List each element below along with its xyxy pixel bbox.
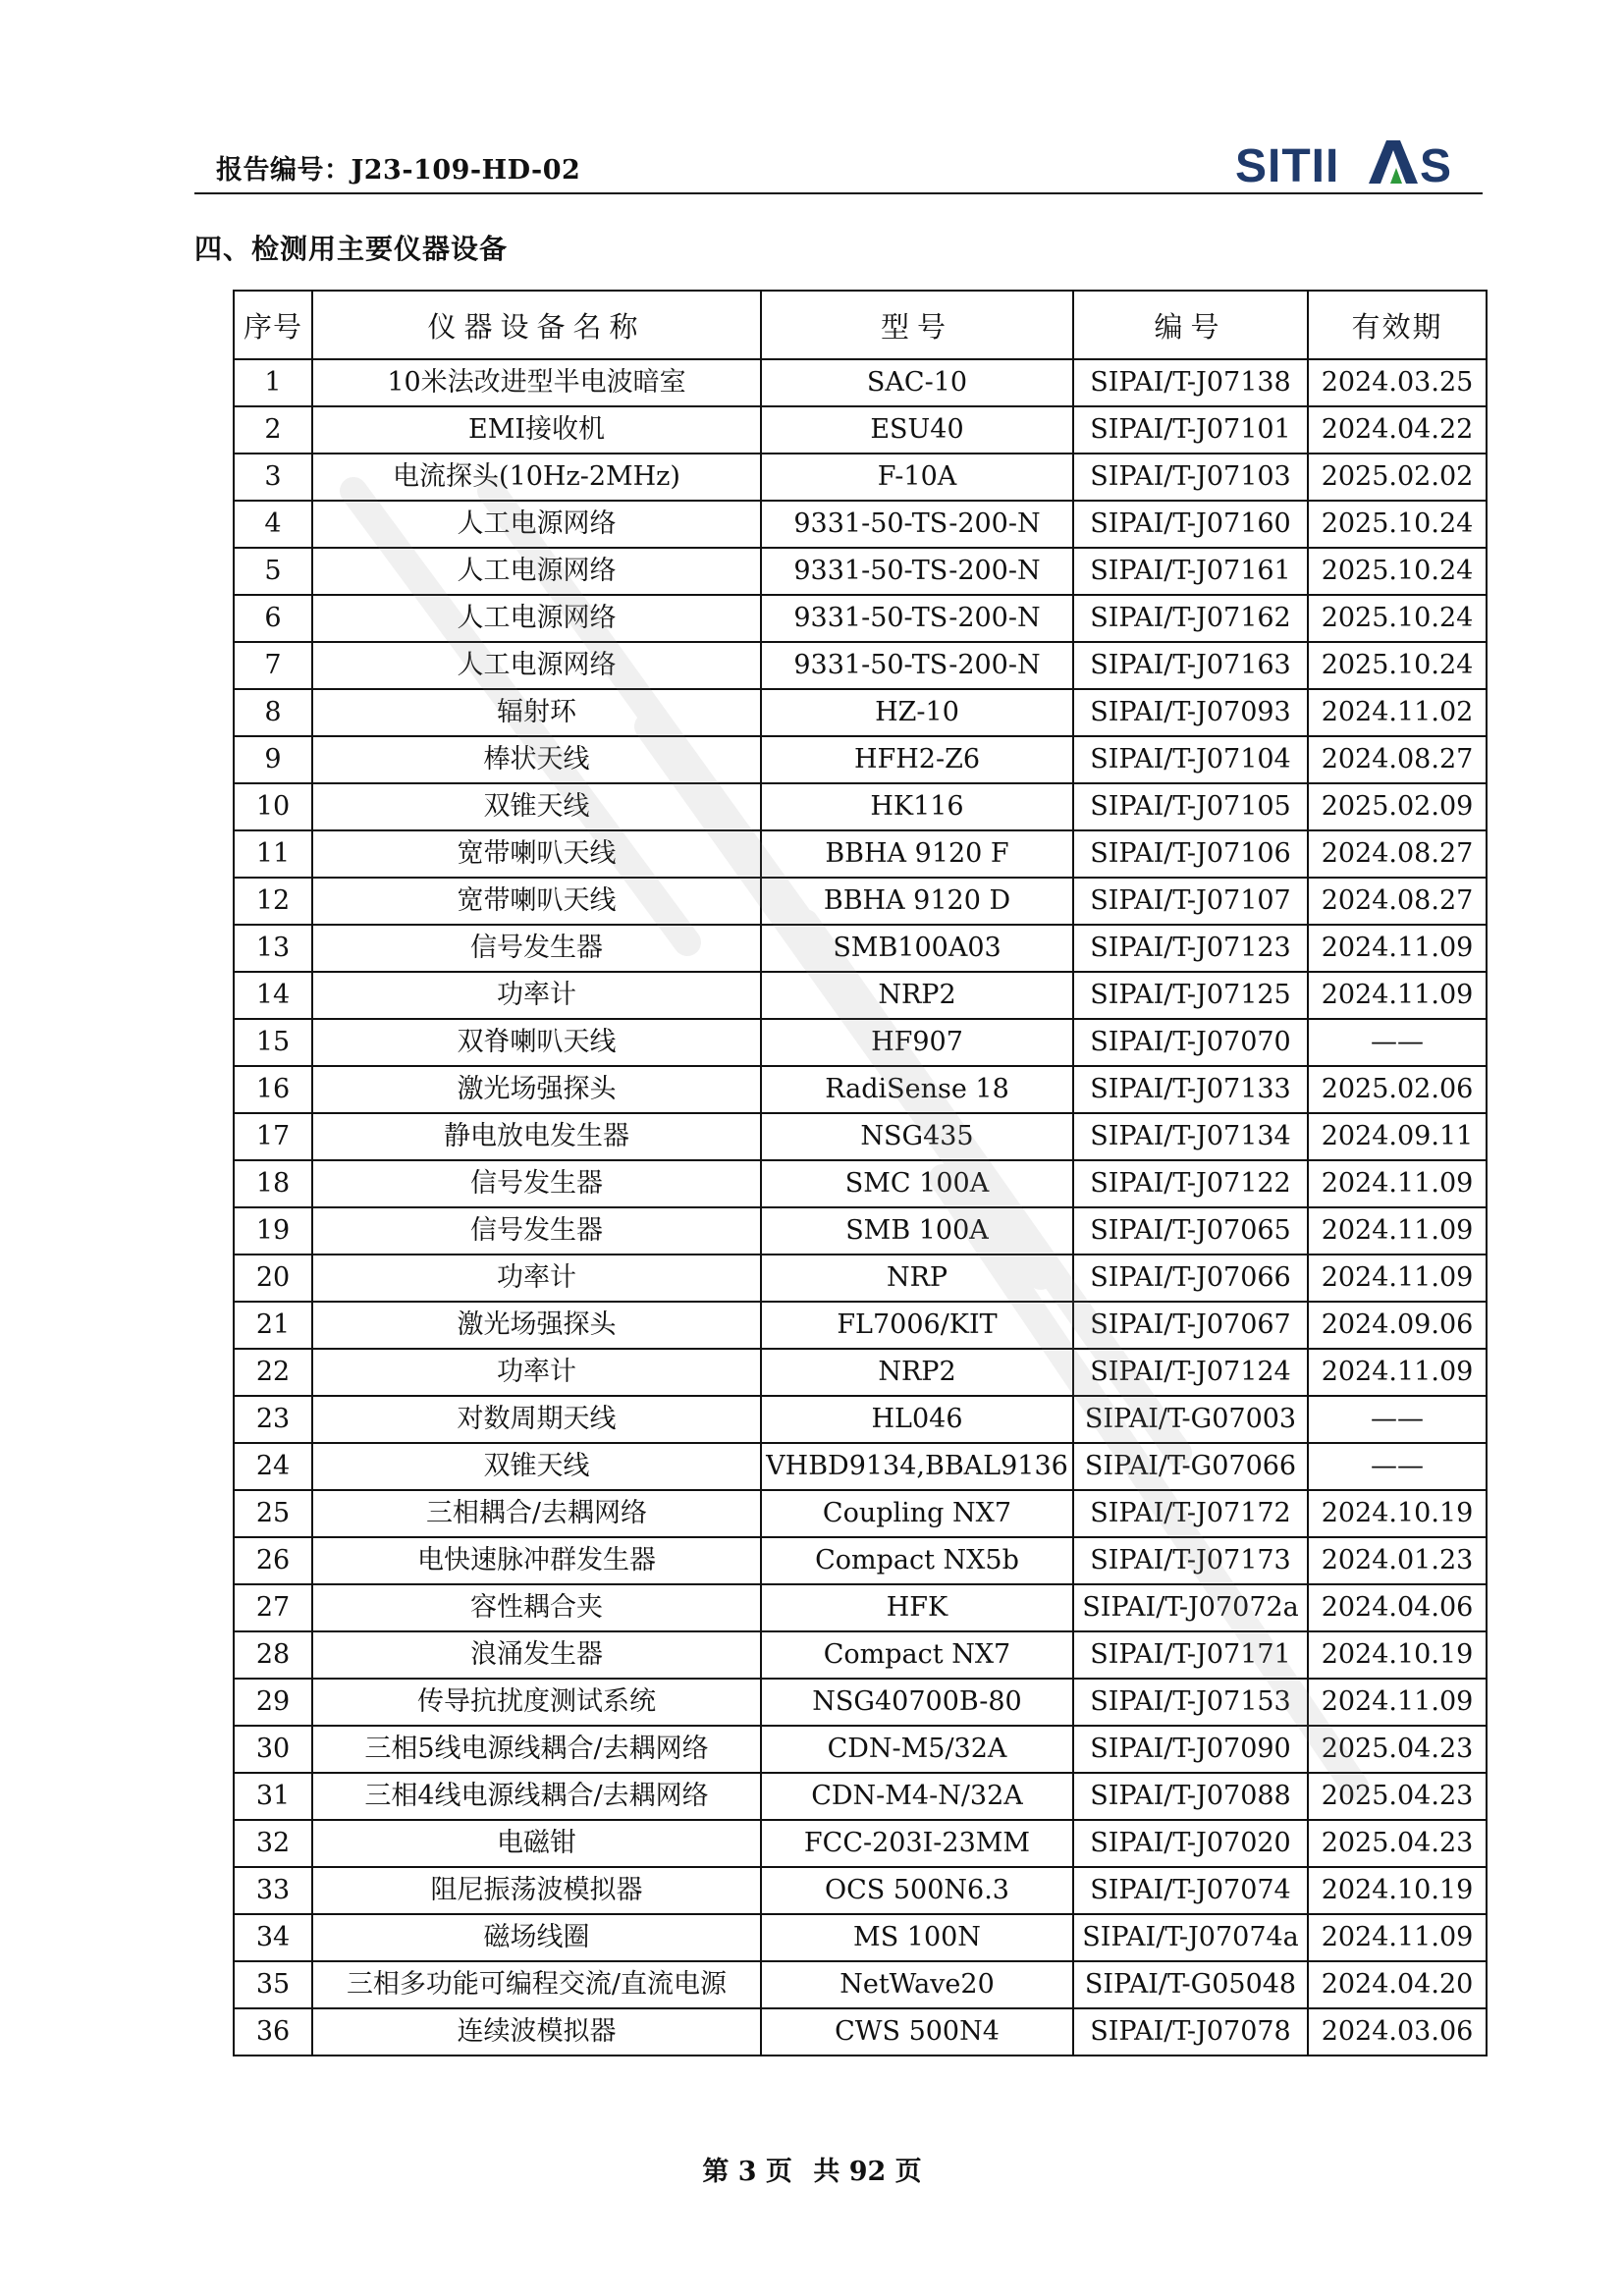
table-row: [234, 1396, 1487, 1443]
column-header-model: 型号: [761, 291, 1073, 359]
cell-index: 3: [234, 454, 312, 501]
cell-validity: 2024.04.22: [1308, 406, 1487, 454]
cell-model: CWS 500N4: [761, 2008, 1073, 2056]
cell-equipment-name: 三相多功能可编程交流/直流电源: [312, 1961, 761, 2008]
cell-equipment-name: 双脊喇叭天线: [312, 1019, 761, 1066]
cell-model: 9331-50-TS-200-N: [761, 548, 1073, 595]
cell-index: 20: [234, 1255, 312, 1302]
table-row: [234, 1490, 1487, 1537]
cell-model: MS 100N: [761, 1914, 1073, 1961]
cell-equipment-name: 人工电源网络: [312, 642, 761, 689]
table-row: [234, 925, 1487, 972]
cell-model: VHBD9134,BBAL9136: [761, 1443, 1073, 1490]
cell-model: NRP2: [761, 1349, 1073, 1396]
table-row: [234, 1537, 1487, 1584]
cell-model: ESU40: [761, 406, 1073, 454]
cell-equipment-name: 功率计: [312, 1255, 761, 1302]
cell-index: 36: [234, 2008, 312, 2056]
cell-equipment-name: 功率计: [312, 1349, 761, 1396]
cell-serial: SIPAI/T-J07138: [1073, 359, 1308, 406]
cell-index: 13: [234, 925, 312, 972]
cell-validity: 2024.09.11: [1308, 1113, 1487, 1160]
cell-index: 7: [234, 642, 312, 689]
cell-serial: SIPAI/T-J07070: [1073, 1019, 1308, 1066]
report-number: 报告编号：J23-109-HD-02: [216, 155, 581, 186]
cell-equipment-name: 人工电源网络: [312, 501, 761, 548]
table-row: [234, 548, 1487, 595]
cell-index: 21: [234, 1302, 312, 1349]
cell-validity: 2025.10.24: [1308, 642, 1487, 689]
cell-validity: 2025.02.09: [1308, 783, 1487, 830]
table-row: [234, 1019, 1487, 1066]
cell-index: 35: [234, 1961, 312, 2008]
page-header: [194, 133, 1483, 193]
cell-serial: SIPAI/T-J07067: [1073, 1302, 1308, 1349]
cell-validity: 2025.04.23: [1308, 1726, 1487, 1773]
cell-equipment-name: 三相5线电源线耦合/去耦网络: [312, 1726, 761, 1773]
cell-validity: 2024.03.06: [1308, 2008, 1487, 2056]
cell-validity: 2025.04.23: [1308, 1773, 1487, 1820]
cell-equipment-name: 信号发生器: [312, 1207, 761, 1255]
cell-model: Compact NX7: [761, 1631, 1073, 1679]
cell-index: 19: [234, 1207, 312, 1255]
column-header-name: 仪器设备名称: [312, 291, 761, 359]
page-footer: [0, 2150, 1624, 2188]
cell-validity: 2024.01.23: [1308, 1537, 1487, 1584]
table-row: [234, 1773, 1487, 1820]
cell-equipment-name: 双锥天线: [312, 1443, 761, 1490]
cell-serial: SIPAI/T-J07065: [1073, 1207, 1308, 1255]
cell-equipment-name: 电流探头(10Hz-2MHz): [312, 454, 761, 501]
cell-index: 6: [234, 595, 312, 642]
cell-validity: 2025.10.24: [1308, 501, 1487, 548]
table-row: [234, 1066, 1487, 1113]
cell-validity: 2024.11.09: [1308, 1914, 1487, 1961]
cell-index: 30: [234, 1726, 312, 1773]
cell-index: 23: [234, 1396, 312, 1443]
table-row: [234, 1584, 1487, 1631]
cell-model: HFH2-Z6: [761, 736, 1073, 783]
cell-serial: SIPAI/T-J07160: [1073, 501, 1308, 548]
table-row: [234, 878, 1487, 925]
cell-serial: SIPAI/T-J07105: [1073, 783, 1308, 830]
cell-serial: SIPAI/T-J07078: [1073, 2008, 1308, 2056]
cell-validity: 2024.11.09: [1308, 1207, 1487, 1255]
column-header-index: 序号: [234, 291, 312, 359]
table-row: [234, 1255, 1487, 1302]
svg-text:SITII: SITII: [1235, 140, 1340, 192]
table-row: [234, 972, 1487, 1019]
cell-equipment-name: 辐射环: [312, 689, 761, 736]
table-row: [234, 1443, 1487, 1490]
section-title: 四、检测用主要仪器设备: [194, 233, 509, 265]
cell-equipment-name: 激光场强探头: [312, 1066, 761, 1113]
cell-serial: SIPAI/T-J07103: [1073, 454, 1308, 501]
table-row: [234, 736, 1487, 783]
cell-validity: 2025.10.24: [1308, 548, 1487, 595]
cell-index: 29: [234, 1679, 312, 1726]
cell-equipment-name: 三相4线电源线耦合/去耦网络: [312, 1773, 761, 1820]
cell-serial: SIPAI/T-J07171: [1073, 1631, 1308, 1679]
cell-index: 24: [234, 1443, 312, 1490]
cell-serial: SIPAI/T-G05048: [1073, 1961, 1308, 2008]
table-row: [234, 454, 1487, 501]
cell-serial: SIPAI/T-J07072a: [1073, 1584, 1308, 1631]
cell-model: NetWave20: [761, 1961, 1073, 2008]
cell-equipment-name: 浪涌发生器: [312, 1631, 761, 1679]
cell-serial: SIPAI/T-J07066: [1073, 1255, 1308, 1302]
cell-serial: SIPAI/T-J07173: [1073, 1537, 1308, 1584]
cell-equipment-name: 信号发生器: [312, 925, 761, 972]
svg-text:S: S: [1420, 140, 1452, 192]
cell-index: 8: [234, 689, 312, 736]
cell-validity: 2024.11.09: [1308, 1255, 1487, 1302]
cell-serial: SIPAI/T-J07134: [1073, 1113, 1308, 1160]
company-logo: [1233, 133, 1469, 193]
cell-index: 16: [234, 1066, 312, 1113]
table-row: [234, 1679, 1487, 1726]
equipment-table: [233, 290, 1488, 2056]
cell-model: HK116: [761, 783, 1073, 830]
cell-index: 14: [234, 972, 312, 1019]
cell-index: 12: [234, 878, 312, 925]
cell-model: 9331-50-TS-200-N: [761, 595, 1073, 642]
cell-index: 5: [234, 548, 312, 595]
cell-equipment-name: 电磁钳: [312, 1820, 761, 1867]
cell-index: 11: [234, 830, 312, 878]
table-row: [234, 1207, 1487, 1255]
cell-equipment-name: 激光场强探头: [312, 1302, 761, 1349]
cell-validity: 2024.04.06: [1308, 1584, 1487, 1631]
cell-serial: SIPAI/T-J07090: [1073, 1726, 1308, 1773]
cell-equipment-name: EMI接收机: [312, 406, 761, 454]
cell-model: SMC 100A: [761, 1160, 1073, 1207]
cell-model: RadiSense 18: [761, 1066, 1073, 1113]
page-number: 第 3 页: [702, 2157, 792, 2187]
cell-model: FL7006/KIT: [761, 1302, 1073, 1349]
cell-model: SMB 100A: [761, 1207, 1073, 1255]
cell-equipment-name: 宽带喇叭天线: [312, 878, 761, 925]
cell-validity: 2024.11.09: [1308, 1349, 1487, 1396]
table-row: [234, 1726, 1487, 1773]
cell-model: FCC-203I-23MM: [761, 1820, 1073, 1867]
cell-model: OCS 500N6.3: [761, 1867, 1073, 1914]
cell-validity: 2024.08.27: [1308, 878, 1487, 925]
header-divider: [194, 192, 1483, 194]
table-row: [234, 406, 1487, 454]
cell-model: NRP2: [761, 972, 1073, 1019]
cell-equipment-name: 功率计: [312, 972, 761, 1019]
cell-equipment-name: 三相耦合/去耦网络: [312, 1490, 761, 1537]
cell-index: 17: [234, 1113, 312, 1160]
cell-index: 32: [234, 1820, 312, 1867]
table-row: [234, 1302, 1487, 1349]
cell-index: 10: [234, 783, 312, 830]
table-row: [234, 501, 1487, 548]
table-row: [234, 1820, 1487, 1867]
cell-validity: 2024.11.09: [1308, 972, 1487, 1019]
cell-serial: SIPAI/T-J07107: [1073, 878, 1308, 925]
table-row: [234, 642, 1487, 689]
cell-index: 18: [234, 1160, 312, 1207]
cell-validity: 2025.04.23: [1308, 1820, 1487, 1867]
cell-model: BBHA 9120 D: [761, 878, 1073, 925]
cell-model: Coupling NX7: [761, 1490, 1073, 1537]
cell-model: NSG435: [761, 1113, 1073, 1160]
table-row: [234, 1867, 1487, 1914]
cell-validity: 2024.11.02: [1308, 689, 1487, 736]
cell-serial: SIPAI/T-J07124: [1073, 1349, 1308, 1396]
cell-serial: SIPAI/T-J07074: [1073, 1867, 1308, 1914]
cell-serial: SIPAI/T-J07106: [1073, 830, 1308, 878]
cell-validity: 2025.02.06: [1308, 1066, 1487, 1113]
cell-serial: SIPAI/T-J07172: [1073, 1490, 1308, 1537]
cell-equipment-name: 容性耦合夹: [312, 1584, 761, 1631]
cell-validity: 2024.08.27: [1308, 736, 1487, 783]
table-header-row: [234, 291, 1487, 359]
cell-serial: SIPAI/T-J07088: [1073, 1773, 1308, 1820]
cell-serial: SIPAI/T-J07020: [1073, 1820, 1308, 1867]
cell-validity: 2025.02.02: [1308, 454, 1487, 501]
cell-model: Compact NX5b: [761, 1537, 1073, 1584]
table-row: [234, 1914, 1487, 1961]
cell-serial: SIPAI/T-J07163: [1073, 642, 1308, 689]
table-row: [234, 1631, 1487, 1679]
cell-equipment-name: 棒状天线: [312, 736, 761, 783]
cell-equipment-name: 双锥天线: [312, 783, 761, 830]
cell-equipment-name: 阻尼振荡波模拟器: [312, 1867, 761, 1914]
cell-model: HF907: [761, 1019, 1073, 1066]
page-total: 共 92 页: [813, 2157, 922, 2187]
cell-index: 15: [234, 1019, 312, 1066]
cell-validity: 2024.11.09: [1308, 1679, 1487, 1726]
cell-equipment-name: 人工电源网络: [312, 548, 761, 595]
cell-validity: 2024.10.19: [1308, 1631, 1487, 1679]
table-row: [234, 783, 1487, 830]
cell-serial: SIPAI/T-J07104: [1073, 736, 1308, 783]
cell-model: NSG40700B-80: [761, 1679, 1073, 1726]
table-row: [234, 1113, 1487, 1160]
cell-serial: SIPAI/T-J07101: [1073, 406, 1308, 454]
cell-index: 34: [234, 1914, 312, 1961]
cell-serial: SIPAI/T-J07123: [1073, 925, 1308, 972]
cell-validity: 2025.10.24: [1308, 595, 1487, 642]
cell-index: 27: [234, 1584, 312, 1631]
cell-model: SMB100A03: [761, 925, 1073, 972]
cell-validity: 2024.11.09: [1308, 925, 1487, 972]
cell-serial: SIPAI/T-J07093: [1073, 689, 1308, 736]
cell-model: CDN-M4-N/32A: [761, 1773, 1073, 1820]
cell-index: 9: [234, 736, 312, 783]
cell-equipment-name: 人工电源网络: [312, 595, 761, 642]
table-row: [234, 359, 1487, 406]
cell-index: 31: [234, 1773, 312, 1820]
cell-validity: 2024.08.27: [1308, 830, 1487, 878]
cell-validity: 2024.09.06: [1308, 1302, 1487, 1349]
table-row: [234, 830, 1487, 878]
cell-equipment-name: 信号发生器: [312, 1160, 761, 1207]
cell-serial: SIPAI/T-J07122: [1073, 1160, 1308, 1207]
cell-validity: ——: [1308, 1443, 1487, 1490]
cell-serial: SIPAI/T-J07074a: [1073, 1914, 1308, 1961]
cell-validity: ——: [1308, 1019, 1487, 1066]
cell-serial: SIPAI/T-J07161: [1073, 548, 1308, 595]
cell-index: 22: [234, 1349, 312, 1396]
cell-equipment-name: 传导抗扰度测试系统: [312, 1679, 761, 1726]
cell-validity: 2024.10.19: [1308, 1867, 1487, 1914]
cell-index: 1: [234, 359, 312, 406]
cell-model: HFK: [761, 1584, 1073, 1631]
cell-serial: SIPAI/T-G07003: [1073, 1396, 1308, 1443]
cell-serial: SIPAI/T-J07162: [1073, 595, 1308, 642]
cell-model: F-10A: [761, 454, 1073, 501]
cell-model: CDN-M5/32A: [761, 1726, 1073, 1773]
cell-model: 9331-50-TS-200-N: [761, 501, 1073, 548]
cell-equipment-name: 10米法改进型半电波暗室: [312, 359, 761, 406]
cell-validity: 2024.04.20: [1308, 1961, 1487, 2008]
cell-validity: 2024.03.25: [1308, 359, 1487, 406]
cell-validity: 2024.11.09: [1308, 1160, 1487, 1207]
cell-index: 25: [234, 1490, 312, 1537]
cell-model: BBHA 9120 F: [761, 830, 1073, 878]
table-row: [234, 1349, 1487, 1396]
cell-model: HL046: [761, 1396, 1073, 1443]
cell-index: 28: [234, 1631, 312, 1679]
table-body: [234, 359, 1487, 2056]
cell-model: NRP: [761, 1255, 1073, 1302]
cell-model: SAC-10: [761, 359, 1073, 406]
table-row: [234, 2008, 1487, 2056]
table-row: [234, 595, 1487, 642]
cell-serial: SIPAI/T-J07153: [1073, 1679, 1308, 1726]
cell-index: 4: [234, 501, 312, 548]
cell-equipment-name: 电快速脉冲群发生器: [312, 1537, 761, 1584]
cell-model: 9331-50-TS-200-N: [761, 642, 1073, 689]
column-header-serial: 编号: [1073, 291, 1308, 359]
cell-equipment-name: 磁场线圈: [312, 1914, 761, 1961]
table-row: [234, 1961, 1487, 2008]
cell-validity: ——: [1308, 1396, 1487, 1443]
cell-equipment-name: 连续波模拟器: [312, 2008, 761, 2056]
cell-index: 2: [234, 406, 312, 454]
cell-equipment-name: 对数周期天线: [312, 1396, 761, 1443]
cell-serial: SIPAI/T-G07066: [1073, 1443, 1308, 1490]
cell-serial: SIPAI/T-J07125: [1073, 972, 1308, 1019]
cell-index: 33: [234, 1867, 312, 1914]
column-header-validity: 有效期: [1308, 291, 1487, 359]
cell-index: 26: [234, 1537, 312, 1584]
table-row: [234, 1160, 1487, 1207]
table-row: [234, 689, 1487, 736]
cell-validity: 2024.10.19: [1308, 1490, 1487, 1537]
cell-serial: SIPAI/T-J07133: [1073, 1066, 1308, 1113]
cell-equipment-name: 静电放电发生器: [312, 1113, 761, 1160]
cell-equipment-name: 宽带喇叭天线: [312, 830, 761, 878]
cell-model: HZ-10: [761, 689, 1073, 736]
